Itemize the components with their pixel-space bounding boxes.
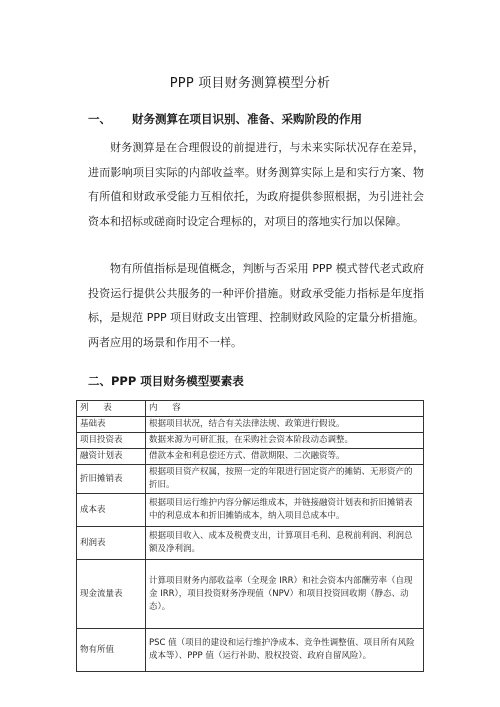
table-row <box>77 494 424 527</box>
section-1-heading <box>88 111 362 127</box>
section-2-heading: 二、PPP 项目财务模型要素表 <box>88 374 244 388</box>
table-cell-item: 成本表 <box>77 494 146 527</box>
financial-model-factors-table <box>76 400 424 672</box>
table-header-cell: 列 表 <box>77 401 146 417</box>
table-cell-content: 根据项目状况，结合有关法律法规、政策进行假设。 <box>146 417 424 433</box>
table-row <box>77 527 424 560</box>
table-cell-content: 根据项目收入、成本及税费支出，计算项目毛利、息税前利润、利润总额及净利润。 <box>146 527 424 560</box>
document-title: PPP 项目财务测算模型分析 <box>169 76 331 91</box>
table-cell-item: 基础表 <box>77 417 146 433</box>
table-cell-item: 利润表 <box>77 527 146 560</box>
table-cell-content: 根据项目资产权属，按照一定的年限进行固定资产的摊销、无形资产的折旧。 <box>146 465 424 494</box>
table-cell-item: 现金流量表 <box>77 560 146 629</box>
table-row <box>77 433 424 449</box>
table-cell-item: 项目投资表 <box>77 433 146 449</box>
table-cell-content: 借款本金和利息偿还方式、借款期限、二次融资等。 <box>146 449 424 465</box>
table-header-cell: 内 容 <box>146 401 424 417</box>
table-cell-content: PSC 值（项目的建设和运行维护净成本、竞争性调整值、项目所有风险成本等）、PPP 值（运行补助、股权投资、政府自留风险）。 <box>146 629 424 672</box>
table-cell-item: 折旧摊销表 <box>77 465 146 494</box>
table-row <box>77 629 424 672</box>
table-cell-content: 计算项目财务内部收益率（全现金 IRR）和社会资本内部酬劳率（自现金 IRR），项目投资财务净现值（NPV）和项目投资回收期（静态、动态）。 <box>146 560 424 629</box>
table-row <box>77 417 424 433</box>
table-row <box>77 560 424 629</box>
paragraph-1: 财务测算是在合理假设的前提进行，与未来实际状况存在差异，进而影响项目实际的内部收益率。财务测算实际上是和实行方案、物有所值和财政承受能力互相依托，为政府提供参照根据，为引进社会资本和招标或磋商时设定合理标的，对项目的落地实行加以保障。 <box>88 141 424 228</box>
table-row <box>77 449 424 465</box>
table-cell-content: 根据项目运行维护内容分解运维成本，并链接融资计划表和折旧摊销表中的利息成本和折旧摊销成本，纳入项目总成本中。 <box>146 494 424 527</box>
table-header-row <box>77 401 424 417</box>
section-1-heading-text: 财务测算在项目识别、准备、采购阶段的作用 <box>132 112 362 126</box>
section-1-number: 一、 <box>88 112 111 126</box>
table-cell-item: 融资计划表 <box>77 449 146 465</box>
paragraph-2: 物有所值指标是现值概念，判断与否采用 PPP 模式替代老式政府投资运行提供公共服务的一种评价措施。财政承受能力指标是年度指标，是规范 PPP 项目财政支出管理、控制财政风险的定量分析措施。两者应用的场景和作用不一样。 <box>88 262 424 349</box>
table-cell-item: 物有所值 <box>77 629 146 672</box>
table-cell-content: 数据来源为可研汇报，在采购社会资本阶段动态调整。 <box>146 433 424 449</box>
table-row <box>77 465 424 494</box>
